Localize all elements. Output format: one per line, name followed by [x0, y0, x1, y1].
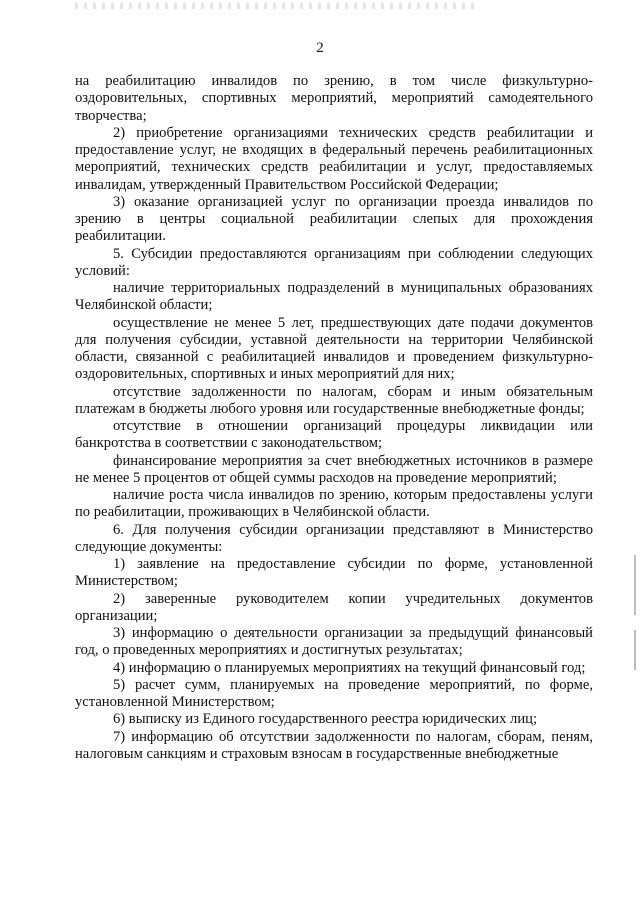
paragraph-condition-6: наличие роста числа инвалидов по зрению, которым предоставлены услуги по реабилитации, проживающих в Челябинской области.: [75, 487, 593, 521]
page-number: 2: [316, 40, 324, 56]
paragraph-document-3: 3) информацию о деятельности организации за предыдущий финансовый год, о проведенных мероприятиях и достигнутых результатах;: [75, 625, 593, 659]
paragraph-section-6: 6. Для получения субсидии организации представляют в Министерство следующие документы:: [75, 521, 593, 555]
document-body: [75, 73, 593, 763]
paragraph-document-5: 5) расчет сумм, планируемых на проведение мероприятий, по форме, установленной Министерством;: [75, 676, 593, 710]
paragraph-document-7: 7) информацию об отсутствии задолженности по налогам, сборам, пеням, налоговым санкциям и страховым взносам в государственные внебюджетные: [75, 728, 593, 762]
paragraph-item-3: 3) оказание организацией услуг по организации проезда инвалидов по зрению в центры социальной реабилитации слепых для прохождения реабилитации.: [75, 193, 593, 245]
paragraph-condition-3: отсутствие задолженности по налогам, сборам и иным обязательным платежам в бюджеты любого уровня или государственные внебюджетные фонды;: [75, 383, 593, 417]
scan-artifact-top: [75, 3, 475, 9]
paragraph-continuation: на реабилитацию инвалидов по зрению, в том числе физкультурно-оздоровительных, спортивных мероприятий, мероприятий самодеятельного творчества;: [75, 73, 593, 124]
paragraph-document-1: 1) заявление на предоставление субсидии по форме, установленной Министерством;: [75, 556, 593, 590]
paragraph-document-4: 4) информацию о планируемых мероприятиях на текущий финансовый год;: [113, 659, 586, 676]
scan-edge-mark: [634, 630, 636, 670]
paragraph-condition-2: осуществление не менее 5 лет, предшествующих дате подачи документов для получения субсидии, уставной деятельности на территории Челябинской области, связанной с реабилитацией инвалидов и проведением физкультурно-оздоровительных, спортивных и иных мероприятий для них;: [75, 314, 593, 383]
paragraph-condition-5: финансирование мероприятия за счет внебюджетных источников в размере не менее 5 процентов от общей суммы расходов на проведение мероприятий;: [75, 452, 593, 486]
paragraph-condition-1: наличие территориальных подразделений в муниципальных образованиях Челябинской области;: [75, 280, 593, 314]
paragraph-section-5: 5. Субсидии предоставляются организациям при соблюдении следующих условий:: [75, 245, 593, 279]
paragraph-condition-4: отсутствие в отношении организаций процедуры ликвидации или банкротства в соответствии с законодательством;: [75, 418, 593, 452]
paragraph-document-6: 6) выписку из Единого государственного реестра юридических лиц;: [113, 711, 538, 728]
scan-edge-mark: [634, 555, 636, 615]
paragraph-item-2: 2) приобретение организациями технических средств реабилитации и предоставление услуг, не входящих в федеральный перечень реабилитационных мероприятий, технических средств реабилитации и услуг, предоставляемых инвалидам, утвержденный Правительством Российской Федерации;: [75, 124, 593, 193]
paragraph-document-2: 2) заверенные руководителем копии учредительных документов организации;: [75, 590, 593, 624]
